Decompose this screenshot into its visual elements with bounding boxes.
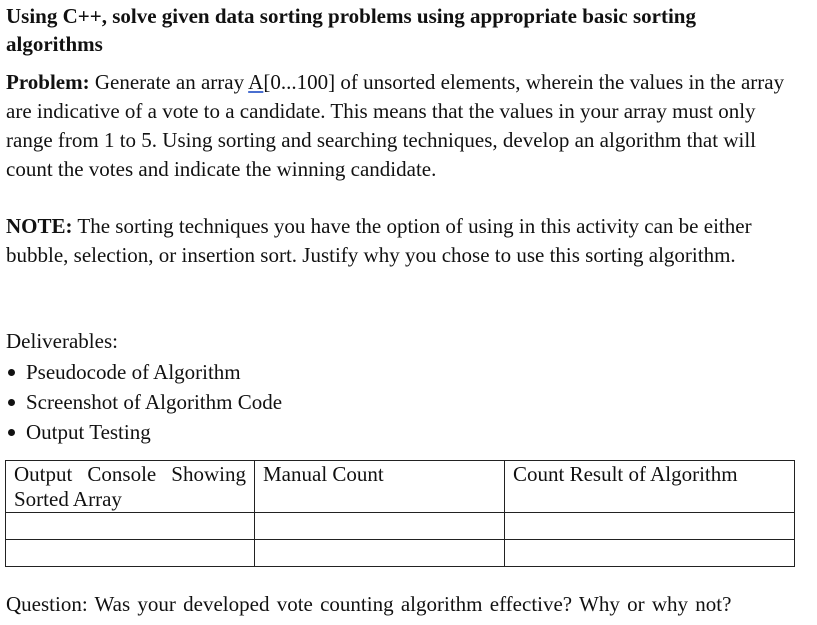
problem-paragraph (6, 68, 796, 184)
deliverables-list (6, 357, 282, 447)
note-paragraph (6, 212, 796, 270)
question-text: Question: Was your developed vote counting algorithm effective? Why or why not? (6, 592, 732, 616)
table-cell[interactable] (255, 513, 505, 540)
document-title: Using C++, solve given data sorting problems using appropriate basic sorting algorithms (6, 4, 696, 56)
problem-label: Problem: (6, 70, 90, 94)
table-cell[interactable] (6, 513, 255, 540)
table-cell[interactable] (505, 540, 795, 567)
results-table (5, 460, 795, 567)
header-manual-count: Manual Count (255, 461, 505, 513)
table-row (6, 513, 795, 540)
deliverable-label: Output Testing (26, 420, 151, 444)
deliverable-label: Pseudocode of Algorithm (26, 360, 241, 384)
deliverable-item (6, 357, 282, 387)
deliverable-item (6, 387, 282, 417)
deliverables-heading: Deliverables: (6, 329, 118, 353)
problem-text-after: [0...100] of unsorted elements, wherein the values in the array are indicative of a vote to a candidate. This means that the values in your array must only range from 1 to 5. Using sorting and searching techniques, develop an algorithm that will count the votes and indicate the winning candidate. (6, 70, 785, 181)
table-cell[interactable] (505, 513, 795, 540)
table-cell[interactable] (6, 540, 255, 567)
note-text: The sorting techniques you have the option of using in this activity can be either bubble, selection, or insertion sort. Justify why you chose to use this sorting algorithm. (6, 214, 752, 267)
bullet-icon (8, 399, 15, 406)
table-cell[interactable] (255, 540, 505, 567)
deliverable-label: Screenshot of Algorithm Code (26, 390, 283, 414)
table-row (6, 540, 795, 567)
header-output-console: Output Console Showing Sorted Array (6, 461, 255, 513)
bullet-icon (8, 369, 15, 376)
header-count-result: Count Result of Algorithm (505, 461, 795, 513)
table-header-row (6, 461, 795, 513)
array-name: A (248, 70, 264, 94)
problem-text-before: Generate an array (89, 70, 249, 94)
deliverable-item (6, 417, 282, 447)
note-label: NOTE: (6, 214, 73, 238)
bullet-icon (8, 429, 15, 436)
